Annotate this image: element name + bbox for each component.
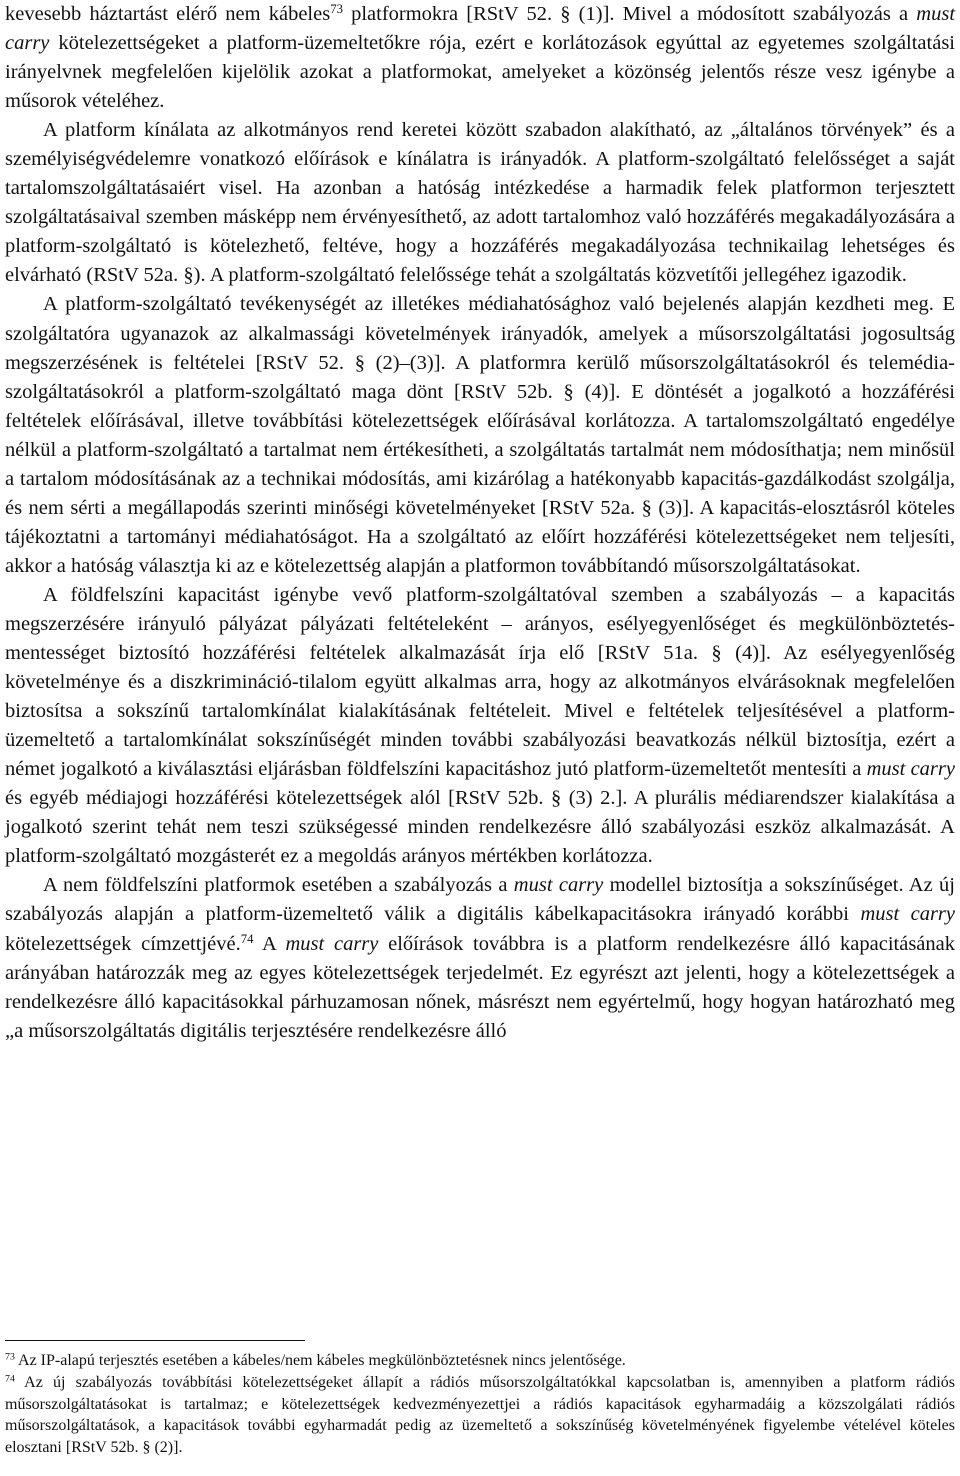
footnote-ref: 74 (240, 931, 254, 946)
footnote-text: Az új szabályozás továbbítási kötelezettségeket állapít a rádiós műsorszolgáltatókkal kapcsolatban is, amennyiben a platform rádiós műsorszolgáltatásokat is tartalmaz; e kötelezettségek kedvezményezettjei a rádiós kapacitások egyharmadáig a közszolgálati rádiós műsorszolgáltatások, a kapacitások további egyharmadát pedig az üzemeltető a sokszínűség követelményének figyelembe vételével köteles elosztani [RStV 52b. § (2)]. (5, 1373, 955, 1457)
paragraph (5, 871, 955, 1045)
italic-term: must carry (866, 758, 955, 781)
italic-term: must carry (860, 903, 956, 926)
text-run: A nem földfelszíni platformok esetében a szabályozás a (43, 874, 514, 897)
text-run: platformokra [RStV 52. § (1)]. Mivel a módosított szabályozás a (342, 3, 917, 25)
italic-term: must carry (285, 932, 379, 955)
paragraph (5, 581, 955, 871)
footnotes (5, 1350, 955, 1459)
text-run: és egyéb médiajogi hozzáférési kötelezettségek alól [RStV 52b. § (3) 2.]. A plurális médiarendszer kialakítása a jogalkotó szerint tehát nem teszi szükségessé minden rendelkezésre álló szabályozási eszköz alkalmazását. A platform-szolgáltató mozgásterét ez a megoldás arányos mértékben korlátozza. (5, 787, 955, 868)
paragraph (5, 116, 955, 290)
text-run: A (253, 932, 286, 955)
text-run: A platform-szolgáltató tevékenységét az illetékes médiahatósághoz való bejelenés alapján kezdheti meg. E szolgáltatóra ugyanazok az alkalmassági követelmények irányadók, amelyek a műsorszolgáltatási jogosultság megszerzésének is feltételei [RStV 52. § (2)–(3)]. A platformra kerülő műsorszolgáltatásokról és telemédia-szolgáltatásokról a platform-szolgáltató maga dönt [RStV 52b. § (4)]. E döntését a jogalkotó a hozzáférési feltételek előírásával, illetve továbbítási kötelezettségek előírásával korlátozza. A tartalomszolgáltató engedélye nélkül a platform-szolgáltató a tartalmat nem értékesítheti, a szolgáltatás tartalmát nem módosíthatja; nem minősül a tartalom módosításának az a technikai módosítás, ami kizárólag a hatékonyabb kapacitás-gazdálkodást szolgálja, és nem sérti a megállapodás szerinti minőségi követelményeket [RStV 52a. § (3)]. A kapacitás-elosztásról köteles tájékoztatni a tartományi médiahatóságot. Ha a szolgáltató az előírt hozzáférési kötelezettségeket nem teljesíti, akkor a hatóság választja ki az e kötelezettség alapján a platformon továbbítandó műsorszolgáltatásokat. (5, 293, 955, 577)
text-run: A földfelszíni kapacitást igénybe vevő platform-szolgáltatóval szemben a szabályozás – a kapacitás megszerzésére irányuló pályázat pályázati feltételeként – arányos, esélyegyenlőséget és megkülönböztetés-mentességet biztosító hozzáférési feltételek alkalmazását írja elő [RStV 51a. § (4)]. Az esélyegyenlőség követelménye és a diszkrimináció-tilalom együtt alkalmas arra, hogy az alkotmányos elvárásoknak megfelelően biztosítsa a sokszínű tartalomkínálat kialakításának feltételeit. Mivel e feltételek teljesítésével a platform-üzemeltető a tartalomkínálat sokszínűségét minden további szabályozási beavatkozás nélkül biztosítja, ezért a német jogalkotó a kiválasztási eljárásban földfelszíni kapacitáshoz jutó platform-üzemeltetőt mentesíti a (5, 583, 955, 781)
text-run: kötelezettségek címzettjévé. (5, 932, 241, 955)
document-body (5, 0, 955, 1046)
italic-term: must carry (513, 874, 604, 897)
text-run: modellel biztosítja a sokszínűséget. Az új szabályozás alapján a platform-üzemeltető válik a digitális kábelkapacitásokra irányadó korábbi (5, 874, 955, 926)
text-run: előírások továbbra is a platform rendelkezésre álló kapacitásának arányában határozzák meg az egyes kötelezettségek terjedelmét. Ez egyrészt azt jelenti, hogy a kötelezettségek a rendelkezésre álló kapacitásokkal párhuzamosan nőnek, másrészt nem egyértelmű, hogy hogyan határozható meg „a műsorszolgáltatás digitális terjesztésére rendelkezésre álló (5, 932, 956, 1042)
text-run: A platform kínálata az alkotmányos rend keretei között szabadon alakítható, az „általános törvények” és a személyiségvédelemre vonatkozó előírások e kínálatra is irányadók. A platform-szolgáltató felelősséget a saját tartalomszolgáltatásaiért visel. Ha azonban a hatóság intézkedése a harmadik felek platformon terjesztett szolgáltatásaival szemben másképp nem érvényesíthető, az adott tartalomhoz való hozzáférés megakadályozására a platform-szolgáltató is kötelezhető, feltéve, hogy a hozzáférés megakadályozása technikailag lehetséges és elvárható (RStV 52a. §). A platform-szolgáltató felelőssége tehát a szolgáltatás közvetítői jellegéhez igazodik. (5, 119, 955, 287)
footnote-ref: 73 (330, 2, 343, 17)
italic-term: must carry (5, 3, 956, 55)
footnote (5, 1350, 955, 1372)
text-run: kevesebb háztartást elérő nem kábeles (5, 3, 331, 25)
paragraph (5, 290, 955, 580)
paragraph (5, 0, 955, 116)
text-run: kötelezettségeket a platform-üzemeltetőkre rója, ezért e korlátozások egyúttal az egyetemes szolgáltatási irányelvnek megfelelően kijelölik azokat a platformokat, amelyeket a közönség jelentős része vesz igénybe a műsorok vételéhez. (5, 32, 955, 113)
footnote (5, 1372, 955, 1459)
footnote-number: 73 (5, 1351, 15, 1363)
footnote-separator (5, 1340, 305, 1341)
footnote-number: 74 (5, 1373, 15, 1385)
footnote-text: Az IP-alapú terjesztés esetében a kábeles/nem kábeles megkülönböztetésnek nincs jelentősége. (14, 1352, 626, 1369)
